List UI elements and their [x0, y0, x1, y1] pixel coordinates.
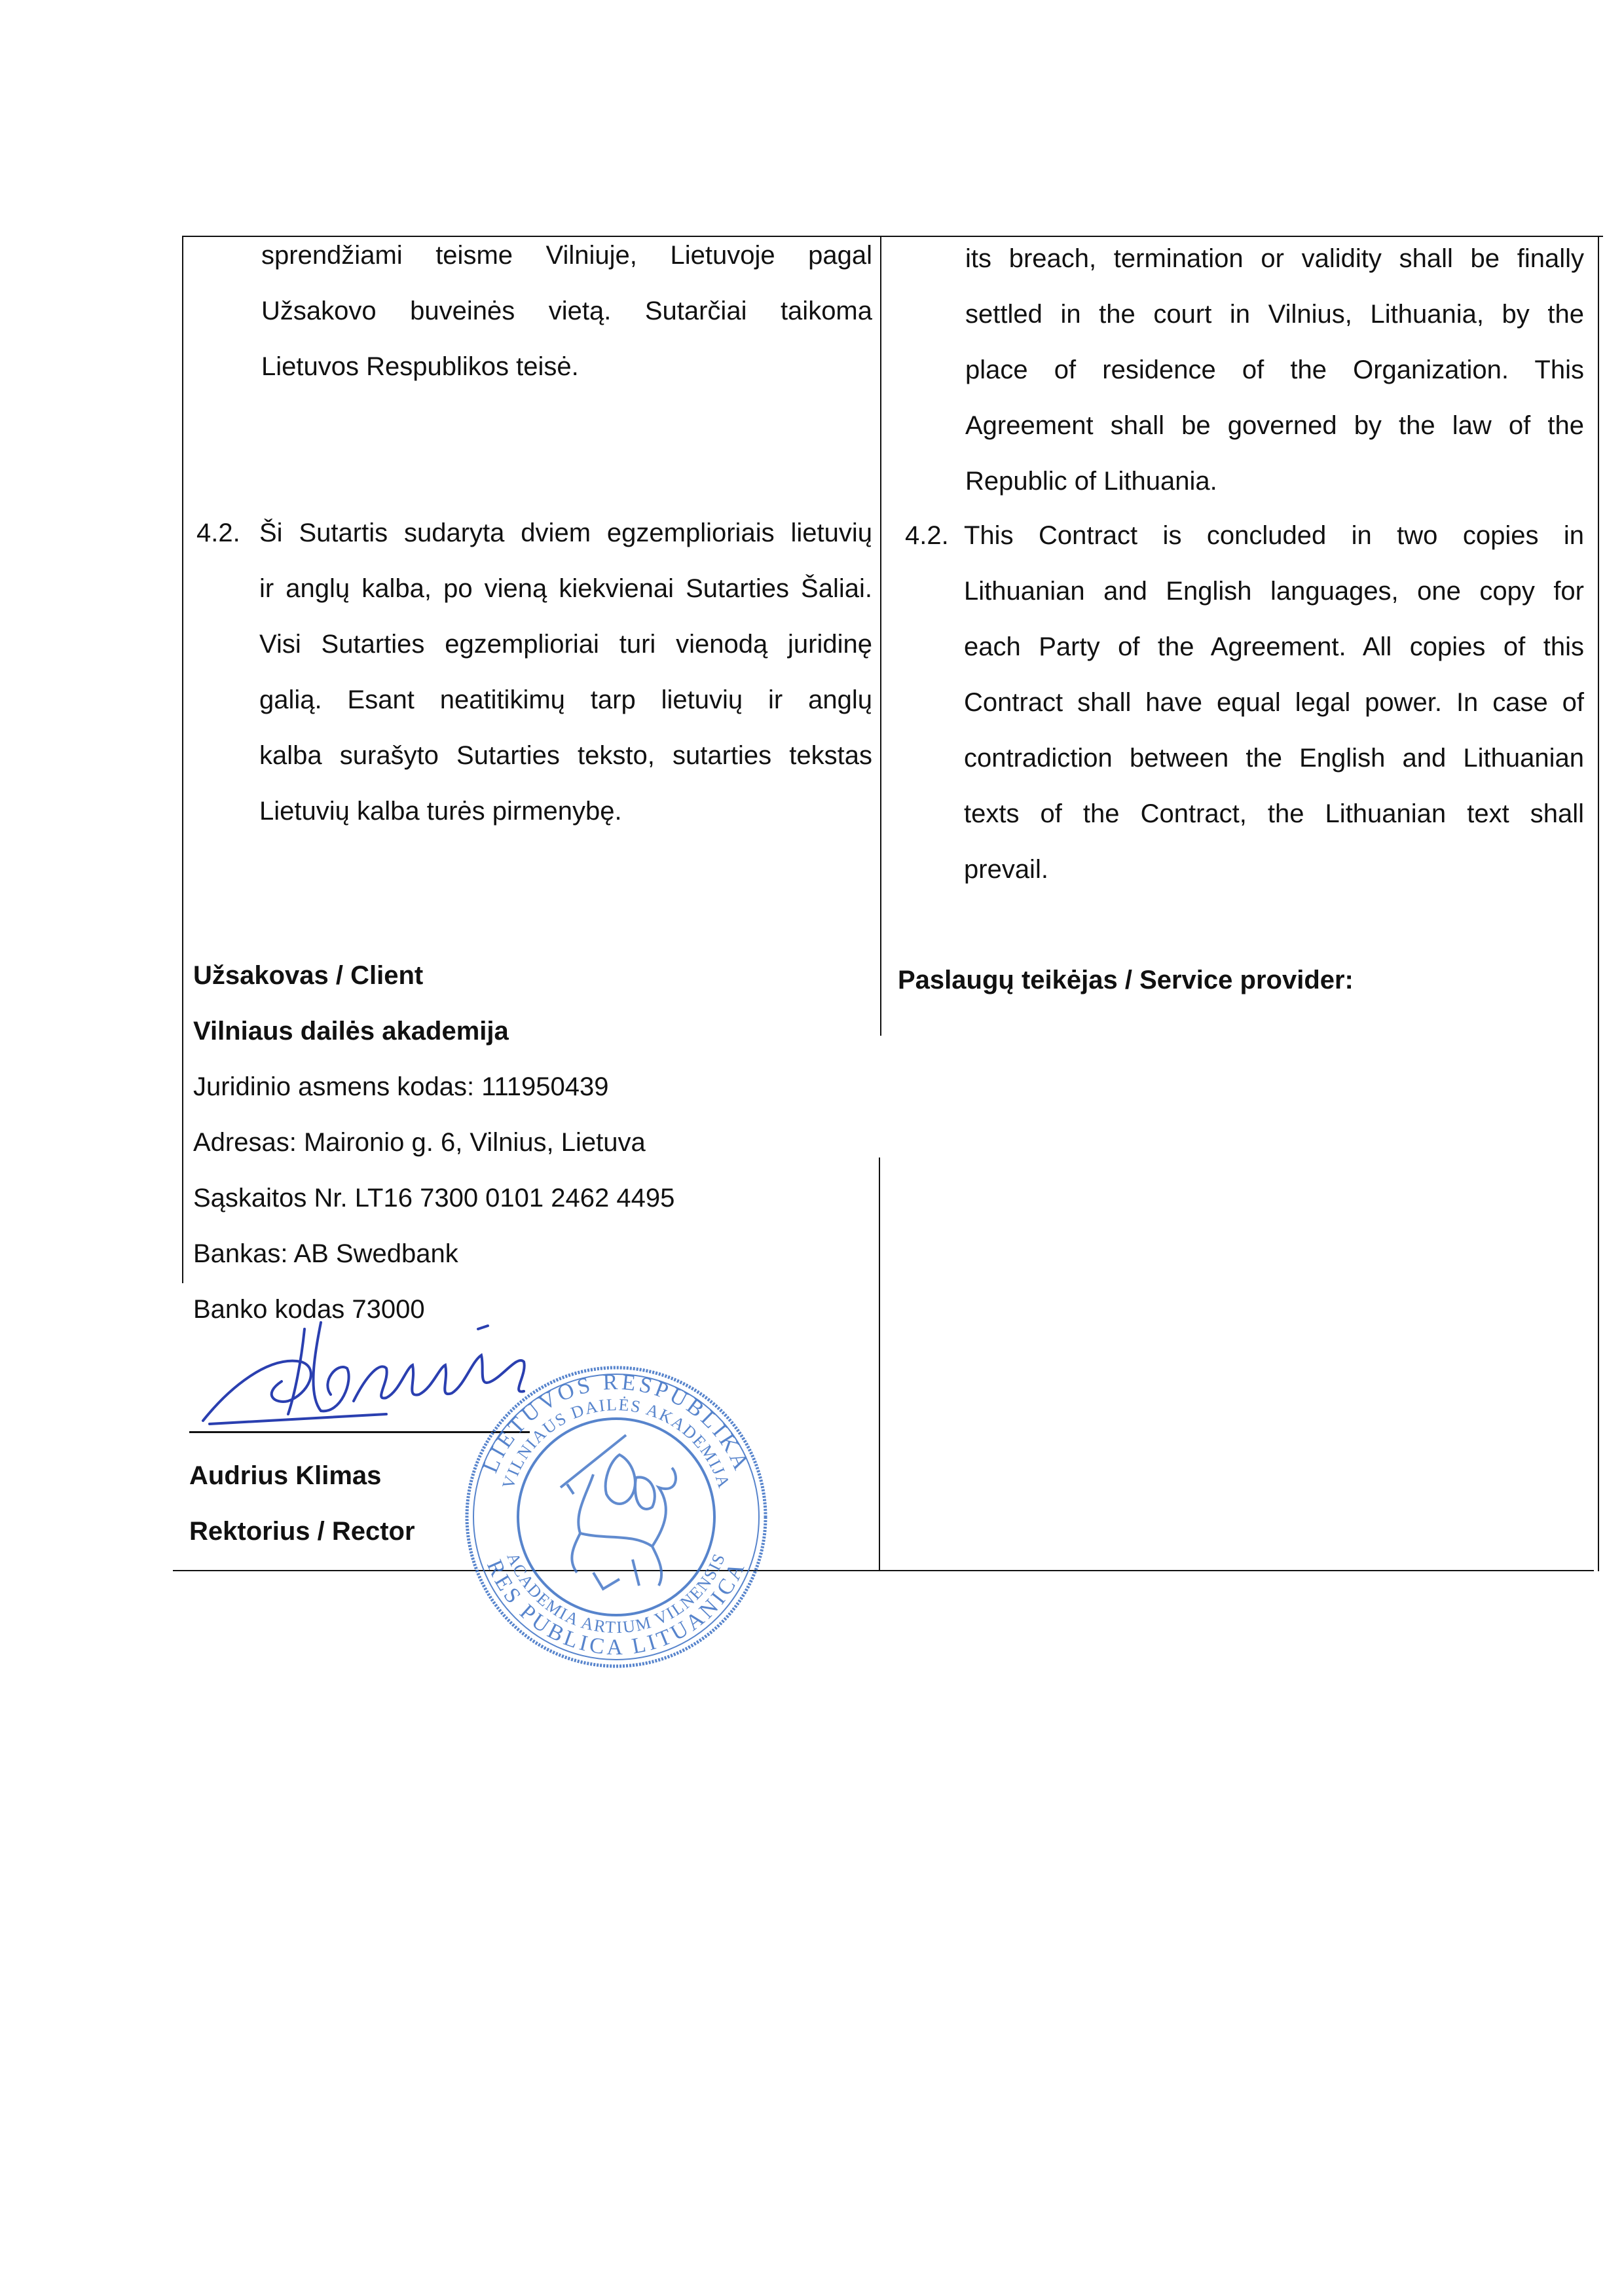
text-line: Lietuvių kalba turės pirmenybę. [259, 797, 622, 826]
client-heading: Užsakovas / Client [193, 961, 424, 990]
text-line: sprendžiami teisme Vilniuje, Lietuvoje pagal [261, 241, 872, 270]
table-right-border [1598, 236, 1599, 1571]
text-line: texts of the Contract, the Lithuanian text shall [964, 799, 1584, 828]
table-bottom-border [173, 1570, 1594, 1571]
client-account: Sąskaitos Nr. LT16 7300 0101 2462 4495 [193, 1184, 675, 1212]
signatory-block [189, 1448, 415, 1559]
knight-emblem-icon [561, 1435, 676, 1589]
text-line: each Party of the Agreement. All copies of this [964, 632, 1584, 661]
text-line: Visi Sutarties egzemplioriai turi vienodą juridinę [259, 630, 872, 659]
right-clause-continuation [965, 231, 1584, 509]
stamp-outer-bottom-text: RES PUBLICA LITUANICA [481, 1556, 751, 1660]
stamp-inner-bottom-text: ACADEMIA ARTIUM VILNENSIS [503, 1550, 729, 1637]
text-line: Republic of Lithuania. [965, 467, 1217, 496]
text-line: Ši Sutartis sudaryta dviem egzemplioriais lietuvių [259, 519, 872, 547]
right-clause-4-2 [964, 508, 1584, 898]
text-line: its breach, termination or validity shall be finally [965, 244, 1584, 273]
text-line: ir anglų kalba, po vieną kiekvienai Sutarties Šaliai. [259, 574, 872, 603]
table-divider-lower [879, 1157, 880, 1571]
clause-number: 4.2. [905, 521, 949, 550]
text-line: Agreement shall be governed by the law of the [965, 411, 1584, 440]
client-code: Juridinio asmens kodas: 111950439 [193, 1072, 609, 1101]
signatory-name: Audrius Klimas [189, 1461, 382, 1490]
provider-heading: Paslaugų teikėjas / Service provider: [898, 966, 1354, 994]
text-line: place of residence of the Organization. This [965, 355, 1584, 384]
client-bank: Bankas: AB Swedbank [193, 1239, 458, 1268]
signatory-position: Rektorius / Rector [189, 1517, 415, 1546]
stamp-inner-top-text: VILNIAUS DAILĖS AKADEMIJA [498, 1394, 734, 1491]
client-details [193, 948, 674, 1338]
table-left-border [182, 236, 183, 1283]
text-line: kalba surašyto Sutarties teksto, sutarties tekstas [259, 741, 872, 770]
text-line: galią. Esant neatitikimų tarp lietuvių ir anglų [259, 685, 872, 714]
client-name: Vilniaus dailės akademija [193, 1017, 509, 1046]
text-line: Užsakovo buveinės vietą. Sutarčiai taikoma [261, 297, 872, 325]
clause-number: 4.2. [196, 519, 240, 547]
stamp-outer-top-text: LIETUVOS RESPUBLIKA [478, 1370, 754, 1476]
text-line: settled in the court in Vilnius, Lithuania, by the [965, 300, 1584, 329]
text-line: Lithuanian and English languages, one copy for [964, 577, 1584, 606]
left-clause-continuation [261, 228, 872, 395]
text-line: contradiction between the English and Lithuanian [964, 744, 1584, 773]
text-line: This Contract is concluded in two copies in [964, 521, 1584, 550]
client-bank-code: Banko kodas 73000 [193, 1295, 425, 1324]
handwritten-signature [190, 1316, 570, 1434]
text-line: Contract shall have equal legal power. In case of [964, 688, 1584, 717]
text-line: Lietuvos Respublikos teisė. [261, 352, 579, 381]
table-divider [880, 236, 881, 1036]
text-line: prevail. [964, 855, 1048, 884]
client-address: Adresas: Maironio g. 6, Vilnius, Lietuva [193, 1128, 646, 1157]
left-clause-4-2 [259, 505, 872, 839]
